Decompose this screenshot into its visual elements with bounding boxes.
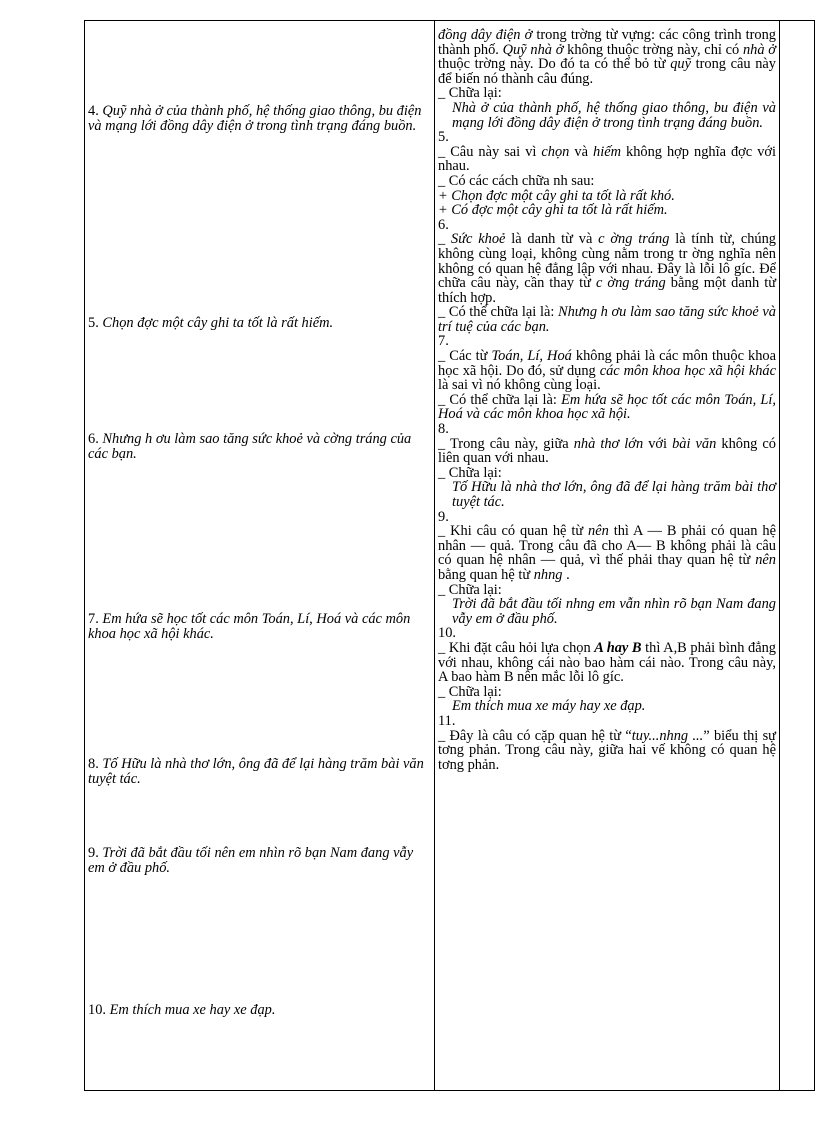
explanation-text: nhà ở: [739, 41, 776, 58]
explanation-text: không có liên quan với nhau.: [438, 435, 776, 467]
explanation-text: là sai vì nó không cùng loại.: [438, 377, 601, 394]
sentence-9: [88, 846, 430, 876]
explanation-text: không thuộc trờng này, chỉ có: [563, 41, 740, 58]
fix-label: _ Chữa lại:: [438, 581, 502, 598]
explanation-number: 10.: [438, 625, 456, 642]
fix-text: Nhưng h ơu làm sao tăng sức khoẻ và trí tuệ của các bạn.: [438, 304, 776, 335]
explanation-text: thì A — B phải có quan hệ nhân — quả. Trong câu đã cho A— B không phải là câu có quan hệ nhân — quả, vì thế phải thay quan hệ từ: [438, 523, 776, 569]
explanation-text: bài văn: [672, 435, 717, 452]
fix-text: Nhà ở của thành phố, hệ thống giao thông, bu điện và mạng lới đồng dây điện ở trong tình trạng đáng buồn.: [452, 99, 776, 131]
explanation-text: các môn khoa học xã hội khác: [599, 362, 776, 379]
explanation-text: _ Trong câu này, giữa: [438, 435, 574, 452]
explanation-text: nên: [755, 552, 776, 569]
document-page: [84, 20, 816, 1091]
sentence-6: [88, 432, 430, 462]
explanation-7: [438, 334, 776, 422]
explanation-text: .: [562, 566, 570, 583]
sentence-4: [88, 104, 430, 134]
column-divider-2: [779, 20, 780, 1091]
explanation-text: thì A,B phải bình đẳng với nhau, không cái nào bao hàm cái nào. Trong câu này, A bao hàm B nên mắc lỗi lô gíc.: [438, 639, 776, 686]
fix-text: Em thích mua xe máy hay xe đạp.: [452, 698, 646, 715]
sentence-number: 7.: [88, 611, 99, 627]
sentence-number: 8.: [88, 756, 99, 772]
explanation-text: bằng một danh từ thích hợp.: [438, 275, 776, 306]
explanation-number: 11.: [438, 712, 456, 729]
explanation-text: _ Khi đặt câu hỏi lựa chọn: [438, 639, 595, 656]
explanation-text: không phải là các môn thuộc khoa học xã hội. Do đó, sử dụng: [438, 348, 776, 379]
explanation-text: nhng: [533, 566, 563, 583]
explanation-text: là tính từ, chúng không cùng loại, không cùng nằm trong tr ờng nghĩa nên không có quan hệ đẳng lập với nhau. Đây là lỗi lô gíc. Để chữa câu này, cần thay từ: [438, 231, 776, 292]
explanation-4: [438, 28, 776, 130]
explanation-text: chọn: [541, 143, 570, 160]
explanation-9: [438, 510, 776, 627]
explanation-text: quỹ: [665, 56, 691, 73]
explanation-text: là danh từ và: [505, 231, 599, 248]
sentence-text: Chọn đợc một cây ghi ta tốt là rất hiếm.: [102, 315, 334, 331]
explanation-text: bằng quan hệ từ: [438, 566, 534, 583]
sentence-text: Nhưng h ơu làm sao tăng sức khoẻ và cờng tráng của các bạn.: [88, 431, 412, 462]
explanation-text: tuy...nhng ...: [631, 727, 704, 744]
fix-option-1: + Chọn đợc một cây ghi ta tốt là rất khó.: [438, 187, 675, 204]
explanation-text: nhà thơ lớn: [573, 435, 644, 452]
sentence-number: 6.: [88, 431, 99, 447]
explanation-text: trong câu này để biến nó thành câu đúng.: [438, 56, 776, 87]
fix-option-2: + Có đợc một cây ghi ta tốt là rất hiếm.: [438, 202, 668, 219]
explanation-number: 9.: [438, 508, 449, 525]
explanation-8: [438, 422, 776, 510]
right-column: [438, 28, 776, 772]
fix-label: _ Chữa lại:: [438, 683, 502, 700]
fix-text: Trời đã bắt đầu tối nhng em vẫn nhìn rõ bạn Nam đang vẫy em ở đầu phố.: [452, 596, 776, 627]
fix-label: _ Có thể chữa lại là:: [438, 304, 558, 321]
explanation-text: và: [569, 143, 593, 160]
explanation-number: 6.: [438, 216, 449, 233]
explanation-number: 8.: [438, 421, 449, 438]
fix-label: _ Có các cách chữa nh sau:: [438, 172, 595, 189]
explanation-text: trong trờng từ vựng: các công trình trong thành phố.: [438, 27, 776, 58]
sentence-number: 5.: [88, 315, 99, 331]
explanation-text: đồng dây điện ở: [438, 27, 533, 43]
explanation-text: Sức khoẻ: [451, 231, 506, 248]
explanation-text: Toán, Lí, Hoá: [491, 348, 572, 365]
sentence-10: [88, 1003, 430, 1018]
sentence-text: Trời đã bắt đầu tối nên em nhìn rõ bạn Nam đang vẫy em ở đầu phố.: [88, 845, 414, 876]
column-divider-1: [434, 20, 435, 1091]
explanation-text: A hay B: [594, 639, 642, 656]
fix-label: _ Có thể chữa lại là:: [438, 391, 562, 408]
explanation-text: với: [643, 435, 673, 452]
sentence-number: 9.: [88, 845, 99, 861]
explanation-number: 7.: [438, 333, 449, 350]
explanation-text: _ Đây là câu có cặp quan hệ từ “: [438, 727, 632, 744]
explanation-11: [438, 714, 776, 772]
explanation-text: ” biểu thị sự tơng phản. Trong câu này, giữa hai vế không có quan hệ tơng phản.: [438, 727, 776, 773]
sentence-text: Quỹ nhà ở của thành phố, hệ thống giao thông, bu điện và mạng lới đồng dây điện ở trong tình trạng đáng buồn.: [88, 103, 422, 134]
explanation-text: nên: [588, 523, 609, 540]
sentence-number: 4.: [88, 103, 99, 119]
explanation-number: 5.: [438, 129, 449, 146]
explanation-text: _ Khi câu có quan hệ từ: [438, 523, 589, 540]
explanation-text: _ Câu này sai vì: [438, 143, 542, 160]
sentence-text: Em thích mua xe hay xe đạp.: [109, 1002, 276, 1018]
explanation-text: hiếm: [593, 143, 621, 160]
sentence-7: [88, 612, 430, 642]
explanation-6: 6. _ Sức khoẻ là danh từ và c ờng tráng là tính từ, chúng không cùng loại, không cùng nằm trong tr ờng nghĩa nên không có quan hệ đẳng lập với nhau. Đây là lỗi lô gíc. Để chữa câu này, cần thay từ c ờng tráng bằng một danh từ thích hợp. _ Có thể chữa lại là: Nhưng h ơu làm sao tăng sức khoẻ và trí tuệ của các bạn.: [438, 216, 776, 335]
explanation-text: không hợp nghĩa đợc với nhau.: [438, 143, 776, 175]
explanation-text: Quỹ nhà ở: [498, 41, 564, 58]
sentence-8: [88, 757, 430, 787]
explanation-text: c ờng tráng: [595, 275, 666, 292]
explanation-5: [438, 130, 776, 218]
sentence-text: Em hứa sẽ học tốt các môn Toán, Lí, Hoá và các môn khoa học xã hội khác.: [88, 611, 411, 642]
sentence-5: [88, 316, 430, 331]
explanation-text: thuộc trờng này. Do đó ta có thể bỏ từ: [438, 56, 666, 73]
explanation-text: _ Các từ: [438, 348, 492, 365]
explanation-10: [438, 626, 776, 714]
left-column: [88, 20, 430, 1091]
fix-label: _ Chữa lại:: [438, 464, 502, 481]
sentence-number: 10.: [88, 1002, 106, 1018]
fix-label: _ Chữa lại:: [438, 85, 502, 102]
fix-text: Tố Hữu là nhà thơ lớn, ông đã để lại hàng trăm bài thơ tuyệt tác.: [452, 479, 776, 510]
fix-text: Em hứa sẽ học tốt các môn Toán, Lí, Hoá và các môn khoa học xã hội.: [438, 391, 776, 423]
sentence-text: Tố Hữu là nhà thơ lớn, ông đã để lại hàng trăm bài văn tuyệt tác.: [88, 756, 424, 787]
explanation-text: c ờng tráng: [598, 231, 670, 248]
